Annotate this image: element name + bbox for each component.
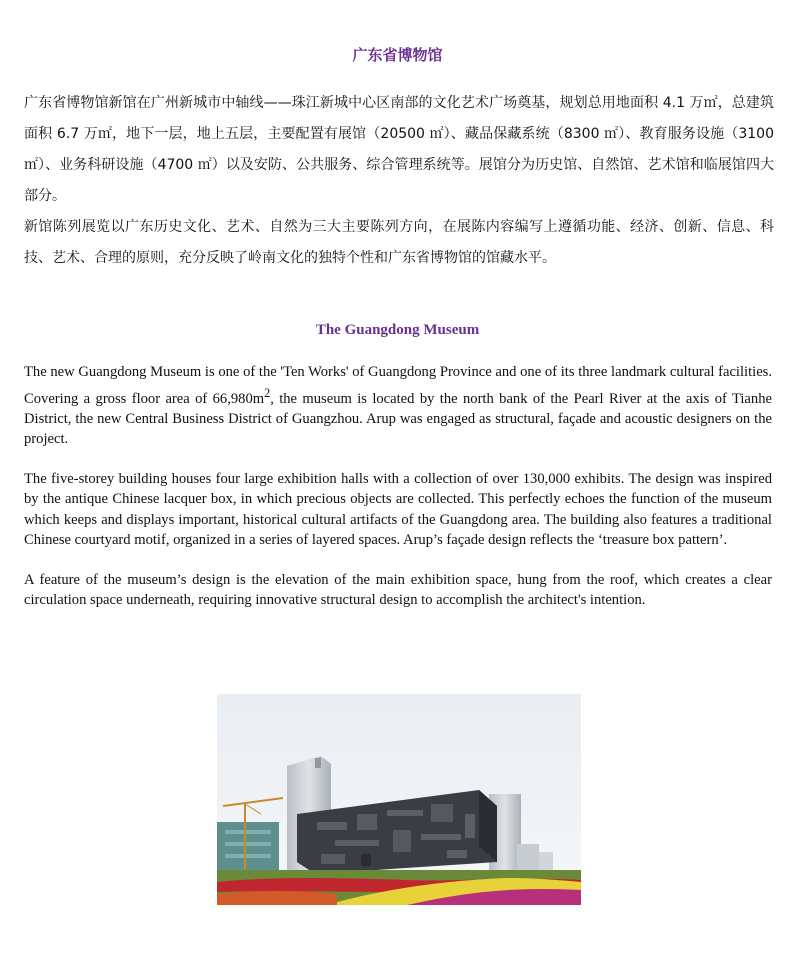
chinese-paragraph-1: 广东省博物馆新馆在广州新城市中轴线——珠江新城中心区南部的文化艺术广场奠基，规划总用地面积 4.1 万㎡，总建筑面积 6.7 万㎡，地下一层，地上五层，主要配置有展馆（20500 ㎡）、藏品保藏系统（8300 ㎡）、教育服务设施（3100 ㎡）、业务科研设施（4700 ㎡）以及安防、公共服务、综合管理系统等。展馆分为历史馆、自然馆、艺术馆和临展馆四大部分。 bbox=[24, 95, 774, 204]
chinese-body bbox=[24, 88, 774, 274]
english-paragraph-1-part-a: The new Guangdong Museum is one of the 'Ten Works' of Guangdong Province and one of its three landmark cultural facilities. Covering a gross floor area of 66,980m bbox=[24, 364, 772, 407]
english-title: The Guangdong Museum bbox=[315, 322, 480, 338]
english-body bbox=[24, 362, 772, 630]
chinese-title: 广东省博物馆 bbox=[352, 46, 443, 64]
english-paragraph-1 bbox=[24, 362, 772, 450]
english-paragraph-3: A feature of the museum’s design is the elevation of the main exhibition space, hung from the roof, which creates a clear circulation space underneath, requiring innovative structural design to accomplish the architect's intention. bbox=[24, 571, 772, 609]
area-superscript: 2 bbox=[264, 385, 271, 400]
english-paragraph-1-part-b: , the museum is located by the north bank of the Pearl River at the axis of Tianhe District, the new Central Business District of Guangzhou. Arup was engaged as structural, façade and acoustic designers on the project. bbox=[24, 390, 772, 448]
english-paragraph-2: The five-storey building houses four large exhibition halls with a collection of over 130,000 exhibits. The design was inspired by the antique Chinese lacquer box, in which precious objects are collected. This perfectly echoes the function of the museum which keeps and displays important, historical cultural artifacts of the Guangdong area. The building also features a traditional Chinese courtyard motif, organized in a series of layered spaces. Arup’s façade design reflects the ‘treasure box pattern’. bbox=[24, 470, 772, 549]
chinese-paragraph-2: 新馆陈列展览以广东历史文化、艺术、自然为三大主要陈列方向，在展陈内容编写上遵循功能、经济、创新、信息、科技、艺术、合理的原则，充分反映了岭南文化的独特个性和广东省博物馆的馆藏水平。 bbox=[24, 219, 774, 266]
museum-photo bbox=[217, 694, 581, 905]
